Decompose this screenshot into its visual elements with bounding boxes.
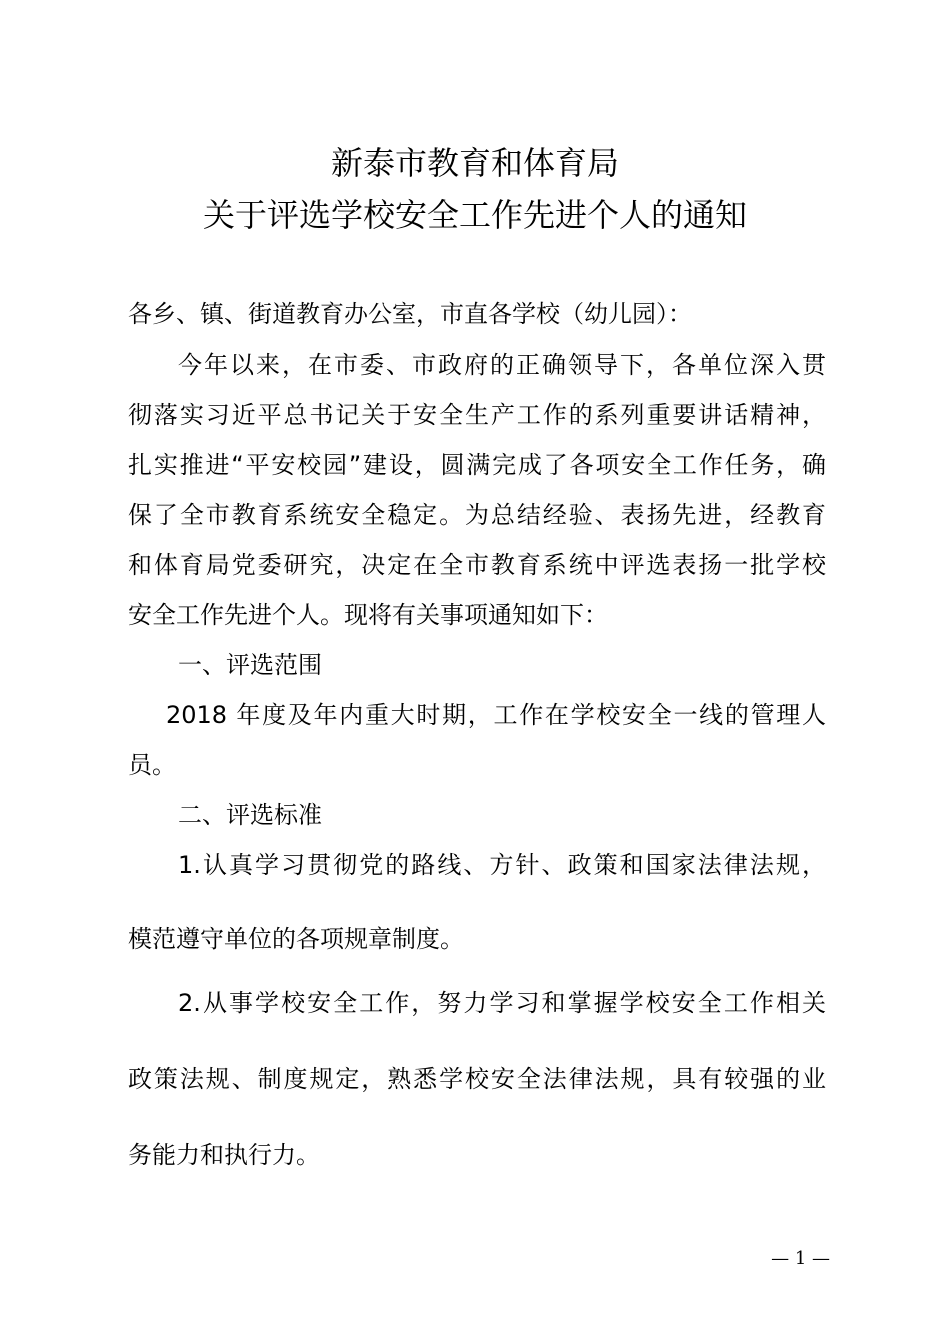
criteria-item-1-line: 模范遵守单位的各项规章制度。: [128, 925, 464, 953]
criteria-item-2-line: 政策法规、制度规定，熟悉学校安全法律法规，具有较强的业: [128, 1065, 826, 1093]
criteria-item-1-line: 1.认真学习贯彻党的路线、方针、政策和国家法律法规，: [178, 851, 826, 879]
section-heading-criteria: 二、评选标准: [178, 801, 322, 829]
intro-line: 安全工作先进个人。现将有关事项通知如下：: [128, 601, 608, 629]
intro-line: 扎实推进“平安校园”建设，圆满完成了各项安全工作任务，确: [128, 451, 826, 479]
intro-line: 和体育局党委研究，决定在全市教育系统中评选表扬一批学校: [128, 551, 826, 579]
criteria-item-2-line: 2.从事学校安全工作，努力学习和掌握学校安全工作相关: [178, 989, 826, 1017]
salutation: 各乡、镇、街道教育办公室，市直各学校（幼儿园）：: [128, 300, 692, 328]
criteria-item-2-line: 务能力和执行力。: [128, 1141, 320, 1169]
intro-line: 保了全市教育系统安全稳定。为总结经验、表扬先进，经教育: [128, 501, 826, 529]
scope-line: 2018 年度及年内重大时期，工作在学校安全一线的管理人: [166, 701, 826, 729]
page-number: — 1 —: [771, 1248, 830, 1269]
document-title-line-2: 关于评选学校安全工作先进个人的通知: [202, 196, 747, 234]
document-title-line-1: 新泰市教育和体育局: [330, 144, 619, 182]
section-heading-scope: 一、评选范围: [178, 651, 322, 679]
intro-line: 彻落实习近平总书记关于安全生产工作的系列重要讲话精神，: [128, 401, 826, 429]
scope-line: 员。: [128, 751, 176, 779]
intro-line: 今年以来，在市委、市政府的正确领导下，各单位深入贯: [178, 351, 826, 379]
